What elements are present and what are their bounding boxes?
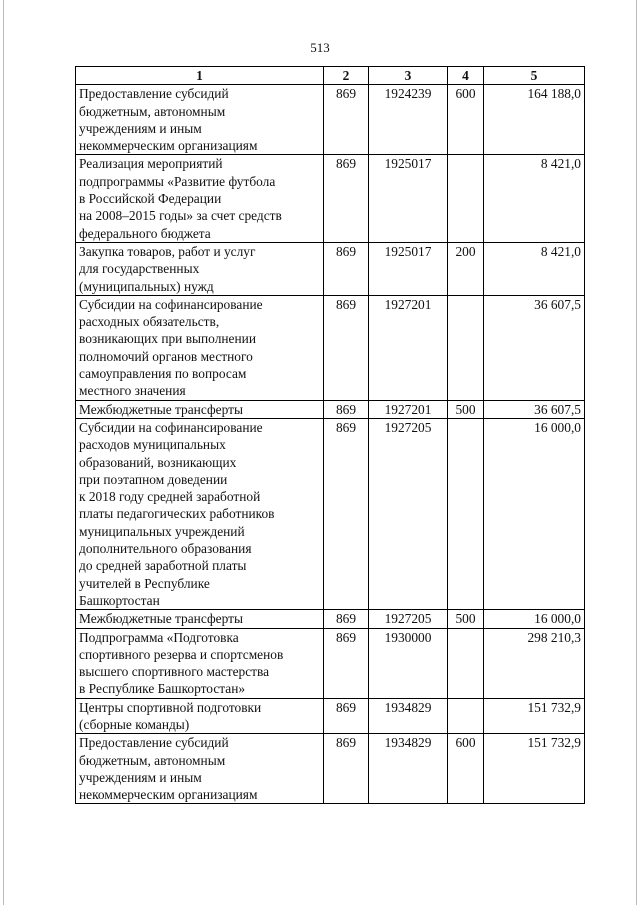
cell-target-article-code: 1925017 [369,155,448,242]
column-header-3: 3 [369,67,448,85]
cell-item-name: Реализация мероприятий подпрограммы «Развитие футбола в Российской Федерации на 2008–2015 годы» за счет средств федерального бюджета [76,155,324,242]
cell-expense-type-code [448,698,484,734]
cell-amount: 151 732,9 [484,698,585,734]
cell-target-article-code: 1934829 [369,698,448,734]
cell-expense-type-code: 500 [448,610,484,628]
cell-expense-type-code: 600 [448,85,484,155]
cell-amount: 164 188,0 [484,85,585,155]
cell-expense-type-code [448,628,484,698]
cell-amount: 151 732,9 [484,734,585,804]
cell-ministry-code: 869 [324,155,369,242]
table-row [76,734,585,804]
table-row [76,85,585,155]
cell-ministry-code: 869 [324,628,369,698]
scan-edge-left [3,0,4,905]
cell-item-name: Закупка товаров, работ и услуг для государственных (муниципальных) нужд [76,242,324,295]
cell-ministry-code: 869 [324,734,369,804]
table-body [76,85,585,804]
cell-item-name: Межбюджетные трансферты [76,400,324,418]
cell-ministry-code: 869 [324,242,369,295]
cell-target-article-code: 1924239 [369,85,448,155]
cell-amount: 298 210,3 [484,628,585,698]
cell-item-name: Субсидии на софинансирование расходов муниципальных образований, возникающих при поэтапном доведении к 2018 году средней заработной платы педагогических работников муниципальных учреждений дополнительного образования до средней заработной платы учителей в Республике Башкортостан [76,418,324,609]
table-row [76,610,585,628]
cell-expense-type-code: 600 [448,734,484,804]
column-header-5: 5 [484,67,585,85]
cell-item-name: Центры спортивной подготовки (сборные команды) [76,698,324,734]
cell-target-article-code: 1934829 [369,734,448,804]
cell-amount: 36 607,5 [484,400,585,418]
cell-expense-type-code [448,418,484,609]
column-header-4: 4 [448,67,484,85]
cell-amount: 36 607,5 [484,295,585,400]
cell-expense-type-code [448,155,484,242]
column-header-2: 2 [324,67,369,85]
cell-item-name: Межбюджетные трансферты [76,610,324,628]
table-row [76,628,585,698]
cell-expense-type-code: 500 [448,400,484,418]
cell-ministry-code: 869 [324,698,369,734]
cell-ministry-code: 869 [324,295,369,400]
table-row [76,400,585,418]
cell-ministry-code: 869 [324,418,369,609]
cell-target-article-code: 1927201 [369,295,448,400]
cell-amount: 8 421,0 [484,242,585,295]
table-row [76,155,585,242]
cell-ministry-code: 869 [324,400,369,418]
cell-expense-type-code [448,295,484,400]
budget-table [75,66,585,804]
cell-target-article-code: 1925017 [369,242,448,295]
table-header-row [76,67,585,85]
cell-amount: 8 421,0 [484,155,585,242]
cell-target-article-code: 1927205 [369,418,448,609]
table-row [76,418,585,609]
page-number: 513 [310,40,330,55]
table-row [76,698,585,734]
table-row [76,295,585,400]
cell-target-article-code: 1927201 [369,400,448,418]
scan-edge-right [636,0,637,905]
cell-amount: 16 000,0 [484,418,585,609]
cell-target-article-code: 1927205 [369,610,448,628]
cell-item-name: Субсидии на софинансирование расходных обязательств, возникающих при выполнении полномочий органов местного самоуправления по вопросам местного значения [76,295,324,400]
cell-item-name: Предоставление субсидий бюджетным, автономным учреждениям и иным некоммерческим организациям [76,734,324,804]
cell-ministry-code: 869 [324,85,369,155]
cell-item-name: Предоставление субсидий бюджетным, автономным учреждениям и иным некоммерческим организациям [76,85,324,155]
table-row [76,242,585,295]
cell-expense-type-code: 200 [448,242,484,295]
column-header-1: 1 [76,67,324,85]
cell-target-article-code: 1930000 [369,628,448,698]
cell-amount: 16 000,0 [484,610,585,628]
cell-ministry-code: 869 [324,610,369,628]
cell-item-name: Подпрограмма «Подготовка спортивного резерва и спортсменов высшего спортивного мастерства в Республике Башкортостан» [76,628,324,698]
